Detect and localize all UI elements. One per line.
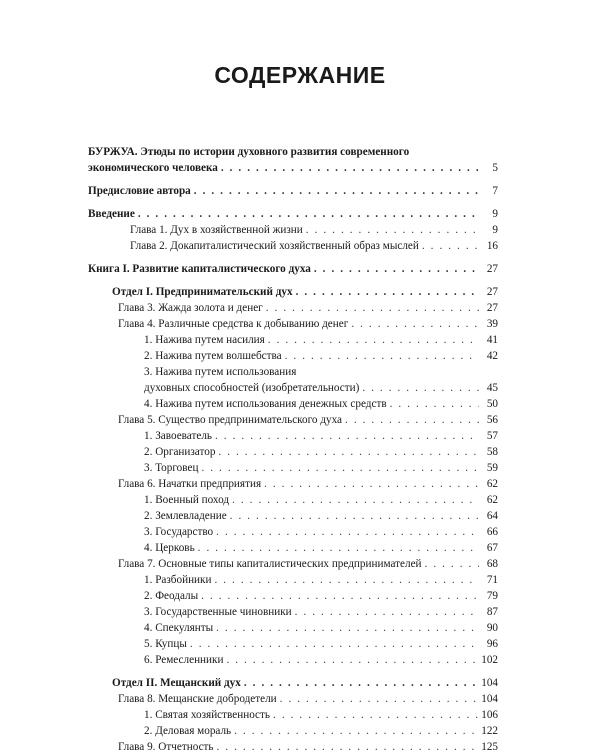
toc-entry-section: 3. Торговец . . . 59 [88,460,498,476]
toc-entry-section: 2. Феодалы . . . 79 [88,588,498,604]
toc-entry-section: 6. Ремесленники . . . 102 [88,652,498,668]
toc-entry-section: 1. Военный поход . . . 62 [88,492,498,508]
toc-entry-section: 2. Деловая мораль . . . 122 [88,723,498,739]
toc-entry-section: 1. Нажива путем насилия . . . 41 [88,332,498,348]
toc-entry-department-2: Отдел II. Мещанский дух . . . 104 [88,675,498,691]
toc-entry-section: 3. Государственные чиновники . . . 87 [88,604,498,620]
toc-entry-department-1: Отдел I. Предпринимательский дух . . . 27 [88,284,498,300]
toc-entry-book-title [88,160,498,176]
toc-entry-section: 4. Нажива путем использования денежных средств . . . 50 [88,396,498,412]
toc-entry-chapter-1: Глава 1. Дух в хозяйственной жизни . . . 9 [88,222,498,238]
page-title: СОДЕРЖАНИЕ [214,62,386,88]
toc-entry-section: 4. Церковь . . . 67 [88,540,498,556]
toc-entry-section: 1. Святая хозяйственность . . . 106 [88,707,498,723]
toc-book-title-line1: БУРЖУА. Этюды по истории духовного развития современного [88,146,410,158]
toc-entry-book-1: Книга I. Развитие капиталистического духа . . . 27 [88,261,498,277]
toc-entry-section: 5. Купцы . . . 96 [88,636,498,652]
toc-entry-section: 1. Завоеватель . . . 57 [88,428,498,444]
toc-entry-section: 1. Разбойники . . . 71 [88,572,498,588]
toc-entry-section-line1: 3. Нажива путем использования [144,366,297,378]
toc-entry-chapter-6: Глава 6. Начатки предприятия . . . 62 [88,476,498,492]
toc-entry-introduction: Введение . . . 9 [88,206,498,222]
toc-entry-section: 4. Спекулянты . . . 90 [88,620,498,636]
toc-entry-section: духовных способностей (изобретательности) . . . 45 [88,380,498,396]
toc-entry-section: 3. Государство . . . 66 [88,524,498,540]
table-of-contents [88,144,498,755]
toc-entry-chapter-4: Глава 4. Различные средства к добыванию денег . . . 39 [88,316,498,332]
toc-entry-preface: Предисловие автора . . . 7 [88,183,498,199]
toc-entry-chapter-2: Глава 2. Докапиталистический хозяйственный образ мыслей . . . 16 [88,238,498,254]
toc-entry-section: 2. Нажива путем волшебства . . . 42 [88,348,498,364]
toc-entry-label: экономического человека [88,162,218,174]
toc-entry-section: 2. Землевладение . . . 64 [88,508,498,524]
toc-entry-chapter-3: Глава 3. Жажда золота и денег . . . 27 [88,300,498,316]
toc-entry-section: 2. Организатор . . . 58 [88,444,498,460]
toc-entry-page: 5 [492,162,498,174]
toc-entry-chapter-5: Глава 5. Существо предпринимательского духа . . . 56 [88,412,498,428]
toc-entry-chapter-7: Глава 7. Основные типы капиталистических предпринимателей . . . 68 [88,556,498,572]
toc-entry-chapter-9: Глава 9. Отчетность . . . 125 [88,739,498,755]
toc-entry-chapter-8: Глава 8. Мещанские добродетели . . . 104 [88,691,498,707]
